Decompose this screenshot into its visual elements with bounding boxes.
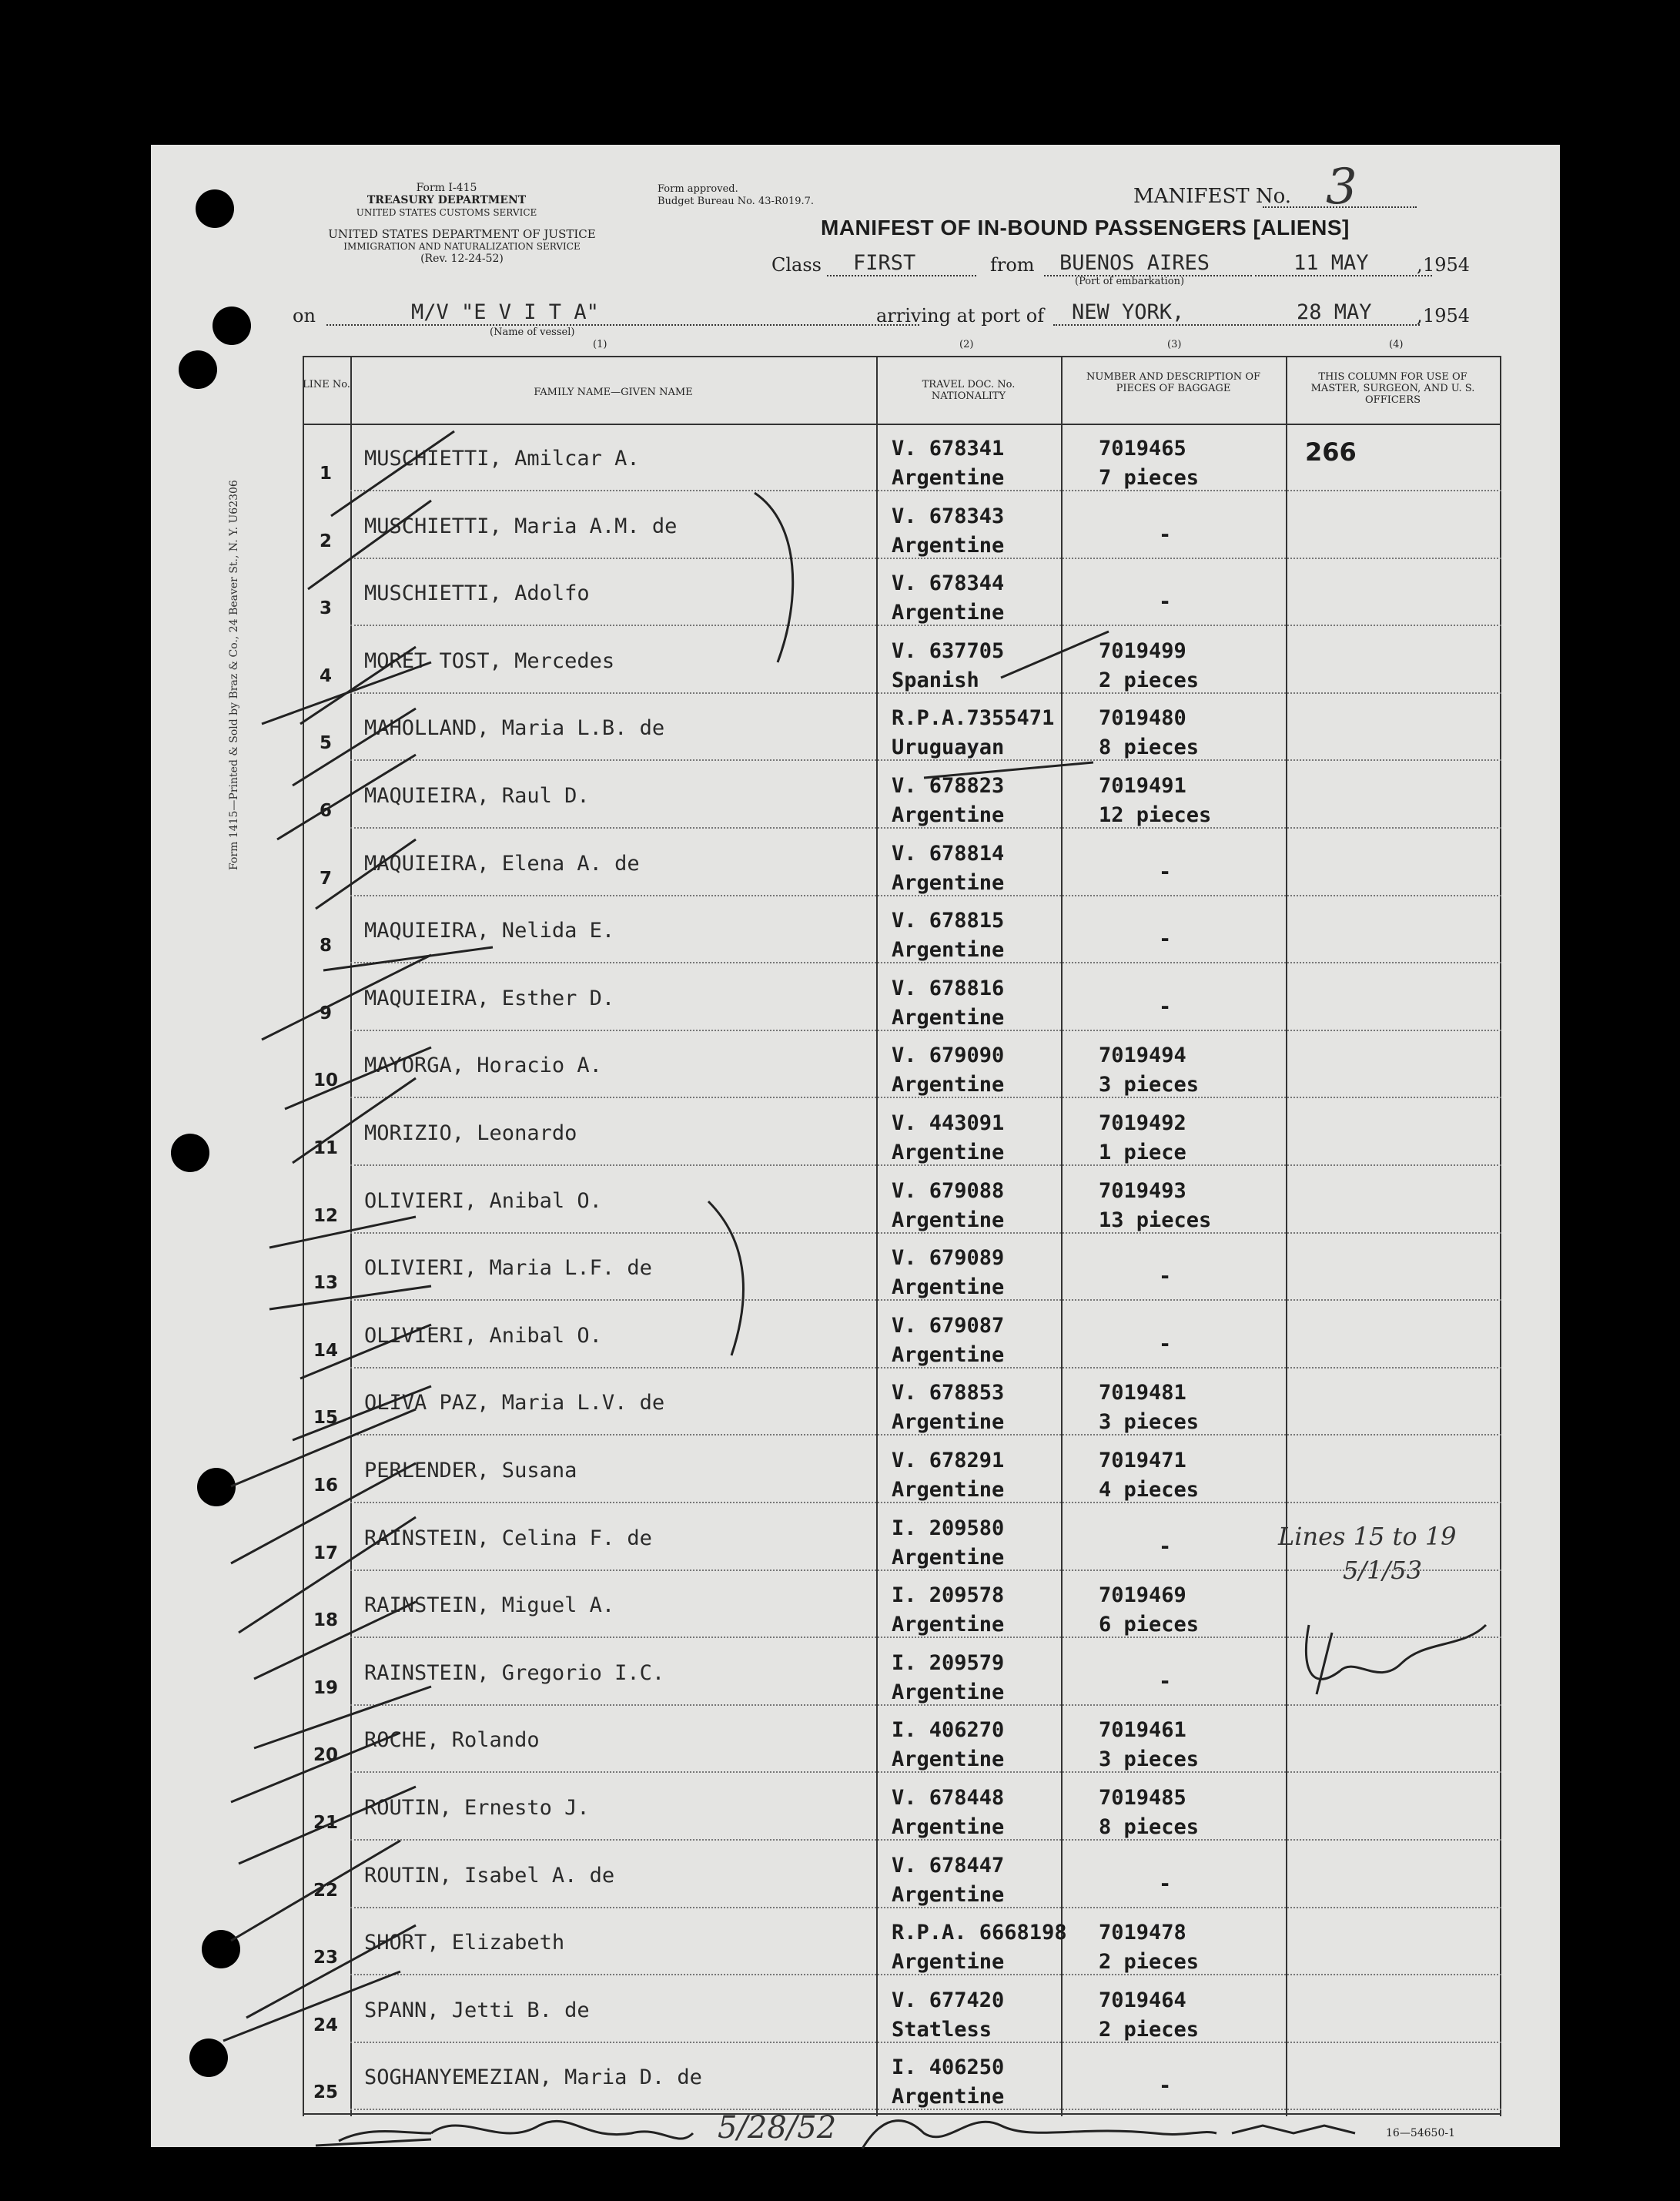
manifest-no-label: MANIFEST No.	[1133, 185, 1292, 208]
vessel-name: M/V "E V I T A"	[326, 300, 919, 326]
lines-note-date: 5/1/53	[1343, 1556, 1422, 1585]
doc-number: V. 678815	[892, 909, 1005, 933]
nationality: Argentine	[892, 1545, 1005, 1570]
nationality: Argentine	[892, 1141, 1005, 1164]
passenger-name: MUSCHIETTI, Amilcar A.	[364, 447, 640, 471]
doc-number: V. 678291	[892, 1449, 1005, 1472]
vessel-note: (Name of vessel)	[490, 327, 575, 338]
baggage-number: 7019464	[1099, 1988, 1186, 2012]
budget-bureau: Budget Bureau No. 43-R019.7.	[658, 196, 815, 207]
passenger-name: RAINSTEIN, Gregorio I.C.	[364, 1660, 665, 1685]
class-value: FIRST	[827, 251, 976, 276]
nationality: Argentine	[892, 466, 1005, 490]
line-number: 8	[319, 936, 332, 956]
line-number: 23	[313, 1948, 338, 1968]
nationality: Argentine	[892, 803, 1005, 827]
line-number: 14	[313, 1340, 338, 1361]
doc-number: V. 443091	[892, 1111, 1005, 1135]
footer-code: 16—54650-1	[1386, 2127, 1455, 2139]
doc-number: V. 678448	[892, 1786, 1005, 1810]
doc-number: V. 678853	[892, 1381, 1005, 1405]
baggage-pieces: 8 pieces	[1099, 735, 1200, 760]
nationality: Argentine	[892, 1815, 1005, 1839]
line-number: 3	[319, 598, 332, 619]
col-baggage: NUMBER AND DESCRIPTION OF PIECES OF BAGGAGE	[1086, 371, 1260, 394]
line-number: 15	[313, 1408, 338, 1429]
baggage-number: 7019494	[1099, 1044, 1186, 1068]
nationality: Argentine	[892, 1005, 1005, 1030]
line-number: 4	[319, 665, 332, 686]
nationality: Argentine	[892, 533, 1005, 558]
passenger-name: RAINSTEIN, Celina F. de	[364, 1526, 652, 1550]
baggage-number: 7019465	[1099, 437, 1186, 461]
nationality: Argentine	[892, 1613, 1005, 1637]
passenger-name: MAQUIEIRA, Esther D.	[364, 986, 615, 1010]
passenger-name: SOGHANYEMEZIAN, Maria D. de	[364, 2065, 702, 2090]
form-number: Form I-415	[416, 182, 477, 194]
nationality: Argentine	[892, 601, 1005, 625]
comma-1: ,	[1417, 254, 1423, 276]
form-approved: Form approved.	[658, 183, 738, 195]
passenger-name: MUSCHIETTI, Adolfo	[364, 581, 590, 606]
treasury-dept: TREASURY DEPARTMENT	[366, 194, 527, 206]
col-officers: THIS COLUMN FOR USE OF MASTER, SURGEON, AND U. S. OFFICERS	[1310, 371, 1475, 406]
doc-number: V. 678823	[892, 774, 1005, 798]
nationality: Argentine	[892, 2085, 1005, 2109]
doc-number: V. 678343	[892, 504, 1005, 528]
passenger-name: MAYORGA, Horacio A.	[364, 1054, 602, 1078]
line-number: 22	[313, 1880, 338, 1901]
baggage-pieces: -	[1159, 1871, 1172, 1896]
doc-number: V. 678816	[892, 976, 1005, 1000]
baggage-number: 7019471	[1099, 1449, 1186, 1472]
baggage-number: 7019461	[1099, 1718, 1186, 1743]
line-number: 9	[319, 1003, 332, 1023]
nationality: Argentine	[892, 1342, 1005, 1367]
doc-number: V. 677420	[892, 1988, 1005, 2012]
manifest-number: 3	[1326, 159, 1357, 216]
from-label: from	[990, 254, 1035, 276]
col-line-no: LINE No.	[303, 379, 350, 390]
doc-number: V. 679089	[892, 1246, 1005, 1271]
justice-dept: UNITED STATES DEPARTMENT OF JUSTICE	[328, 227, 596, 241]
doc-number: I. 209578	[892, 1583, 1005, 1608]
lines-note: Lines 15 to 19	[1278, 1522, 1457, 1551]
doc-number: R.P.A.7355471	[892, 706, 1055, 731]
line-number: 25	[313, 2082, 338, 2103]
passenger-name: MORET TOST, Mercedes	[364, 648, 615, 673]
nationality: Argentine	[892, 1208, 1005, 1232]
on-label: on	[293, 305, 316, 327]
line-number: 11	[313, 1138, 338, 1158]
arrival-date: 28 MAY	[1273, 300, 1420, 326]
col-marker-1: (1)	[593, 339, 607, 350]
from-value: BUENOS AIRES	[1044, 251, 1252, 276]
line-number: 20	[313, 1745, 338, 1766]
doc-number: I. 209580	[892, 1516, 1005, 1540]
doc-number: V. 679088	[892, 1178, 1005, 1203]
line-number: 19	[313, 1677, 338, 1698]
customs-service: UNITED STATES CUSTOMS SERVICE	[356, 207, 537, 218]
passenger-name: MAQUIEIRA, Raul D.	[364, 784, 590, 808]
passenger-name: MAHOLLAND, Maria L.B. de	[364, 716, 665, 741]
passenger-name: SHORT, Elizabeth	[364, 1931, 565, 1955]
ins-service: IMMIGRATION AND NATURALIZATION SERVICE	[343, 241, 581, 252]
col-marker-2: (2)	[959, 339, 974, 350]
passenger-name: OLIVIERI, Maria L.F. de	[364, 1256, 652, 1281]
line-number: 1	[319, 464, 332, 484]
nationality: Argentine	[892, 1680, 1005, 1704]
nationality: Argentine	[892, 1882, 1005, 1907]
baggage-pieces: 2 pieces	[1099, 2017, 1200, 2042]
port-embark-note: (Port of embarkation)	[1075, 276, 1185, 287]
passenger-name: ROCHE, Rolando	[364, 1728, 540, 1753]
officer-note: 266	[1305, 437, 1357, 467]
line-number: 12	[313, 1205, 338, 1226]
baggage-pieces: -	[1159, 1332, 1172, 1356]
baggage-number: 7019492	[1099, 1111, 1186, 1135]
nationality: Argentine	[892, 1950, 1005, 1975]
doc-number: V. 637705	[892, 638, 1005, 663]
passenger-name: MAQUIEIRA, Elena A. de	[364, 851, 640, 876]
year-2: 1954	[1423, 305, 1471, 327]
line-number: 10	[313, 1070, 338, 1091]
year-1: 1954	[1423, 254, 1471, 276]
col-family-name: FAMILY NAME—GIVEN NAME	[534, 387, 693, 398]
nationality: Argentine	[892, 1410, 1005, 1435]
depart-date: 11 MAY	[1255, 251, 1432, 276]
line-number: 7	[319, 868, 332, 889]
baggage-number: 7019480	[1099, 706, 1186, 731]
baggage-pieces: -	[1159, 2074, 1172, 2099]
baggage-pieces: 3 pieces	[1099, 1410, 1200, 1435]
baggage-number: 7019491	[1099, 774, 1186, 798]
passenger-name: MUSCHIETTI, Maria A.M. de	[364, 514, 678, 538]
baggage-pieces: 2 pieces	[1099, 668, 1200, 692]
passenger-name: MORIZIO, Leonardo	[364, 1121, 577, 1145]
baggage-pieces: 3 pieces	[1099, 1747, 1200, 1772]
class-label: Class	[771, 254, 822, 276]
passenger-name: RAINSTEIN, Miguel A.	[364, 1593, 615, 1618]
baggage-pieces: 4 pieces	[1099, 1478, 1200, 1502]
nationality: Argentine	[892, 870, 1005, 895]
passenger-name: OLIVA PAZ, Maria L.V. de	[364, 1391, 665, 1415]
doc-number: V. 678447	[892, 1853, 1005, 1878]
baggage-pieces: 7 pieces	[1099, 466, 1200, 490]
line-number: 17	[313, 1543, 338, 1563]
line-number: 2	[319, 531, 332, 551]
baggage-pieces: -	[1159, 1534, 1172, 1559]
baggage-pieces: -	[1159, 1669, 1172, 1693]
nationality: Argentine	[892, 1747, 1005, 1772]
passenger-name: PERLENDER, Susana	[364, 1459, 577, 1482]
baggage-pieces: -	[1159, 994, 1172, 1019]
manifest-title: MANIFEST OF IN-BOUND PASSENGERS [ALIENS]	[821, 216, 1350, 240]
line-number: 16	[313, 1476, 338, 1496]
nationality: Statless	[892, 2017, 992, 2042]
passenger-name: OLIVIERI, Anibal O.	[364, 1188, 602, 1213]
baggage-pieces: -	[1159, 1265, 1172, 1289]
passenger-name: ROUTIN, Ernesto J.	[364, 1796, 590, 1820]
doc-number: I. 406250	[892, 2055, 1005, 2080]
line-number: 21	[313, 1813, 338, 1833]
baggage-number: 7019499	[1099, 638, 1186, 663]
baggage-pieces: 8 pieces	[1099, 1815, 1200, 1839]
baggage-number: 7019478	[1099, 1921, 1186, 1945]
passenger-name: ROUTIN, Isabel A. de	[364, 1863, 615, 1888]
nationality: Argentine	[892, 1073, 1005, 1097]
col-travel-doc: TRAVEL DOC. No. NATIONALITY	[922, 379, 1016, 402]
baggage-pieces: 2 pieces	[1099, 1950, 1200, 1975]
nationality: Argentine	[892, 1275, 1005, 1300]
nationality: Argentine	[892, 938, 1005, 963]
baggage-pieces: -	[1159, 522, 1172, 547]
line-number: 6	[319, 801, 332, 821]
line-number: 13	[313, 1273, 338, 1294]
arrival-port: NEW YORK,	[1053, 300, 1272, 326]
line-number: 24	[313, 2015, 338, 2035]
doc-number: V. 678344	[892, 571, 1005, 596]
baggage-number: 7019493	[1099, 1178, 1186, 1203]
baggage-pieces: 3 pieces	[1099, 1073, 1200, 1097]
printer-imprint: Form 1415—Printed & Sold by Braz & Co., 24 Beaver St., N. Y. U62306	[228, 480, 240, 870]
baggage-number: 7019485	[1099, 1786, 1186, 1810]
passenger-name: OLIVIERI, Anibal O.	[364, 1323, 602, 1348]
line-number: 5	[319, 733, 332, 754]
passenger-name: SPANN, Jetti B. de	[364, 1998, 590, 2022]
baggage-pieces: 12 pieces	[1099, 803, 1212, 827]
col-marker-3: (3)	[1167, 339, 1182, 350]
baggage-pieces: -	[1159, 927, 1172, 952]
bottom-date: 5/28/52	[718, 2110, 837, 2146]
baggage-pieces: -	[1159, 590, 1172, 615]
doc-number: V. 678814	[892, 841, 1005, 866]
doc-number: V. 679087	[892, 1313, 1005, 1338]
revision-date: (Rev. 12-24-52)	[420, 253, 504, 265]
nationality: Spanish	[892, 668, 979, 692]
baggage-pieces: 1 piece	[1099, 1141, 1186, 1164]
baggage-pieces: 13 pieces	[1099, 1208, 1212, 1232]
passenger-name: MAQUIEIRA, Nelida E.	[364, 919, 615, 943]
doc-number: V. 678341	[892, 437, 1005, 461]
col-marker-4: (4)	[1389, 339, 1404, 350]
baggage-pieces: -	[1159, 859, 1172, 884]
doc-number: R.P.A. 6668198	[892, 1921, 1067, 1945]
baggage-number: 7019469	[1099, 1583, 1186, 1608]
comma-2: ,	[1417, 305, 1423, 327]
doc-number: I. 209579	[892, 1650, 1005, 1675]
baggage-pieces: 6 pieces	[1099, 1613, 1200, 1637]
arriving-label: arriving at port of	[876, 305, 1045, 327]
doc-number: V. 679090	[892, 1044, 1005, 1068]
doc-number: I. 406270	[892, 1718, 1005, 1743]
nationality: Uruguayan	[892, 735, 1005, 760]
line-number: 18	[313, 1610, 338, 1631]
baggage-number: 7019481	[1099, 1381, 1186, 1405]
nationality: Argentine	[892, 1478, 1005, 1502]
